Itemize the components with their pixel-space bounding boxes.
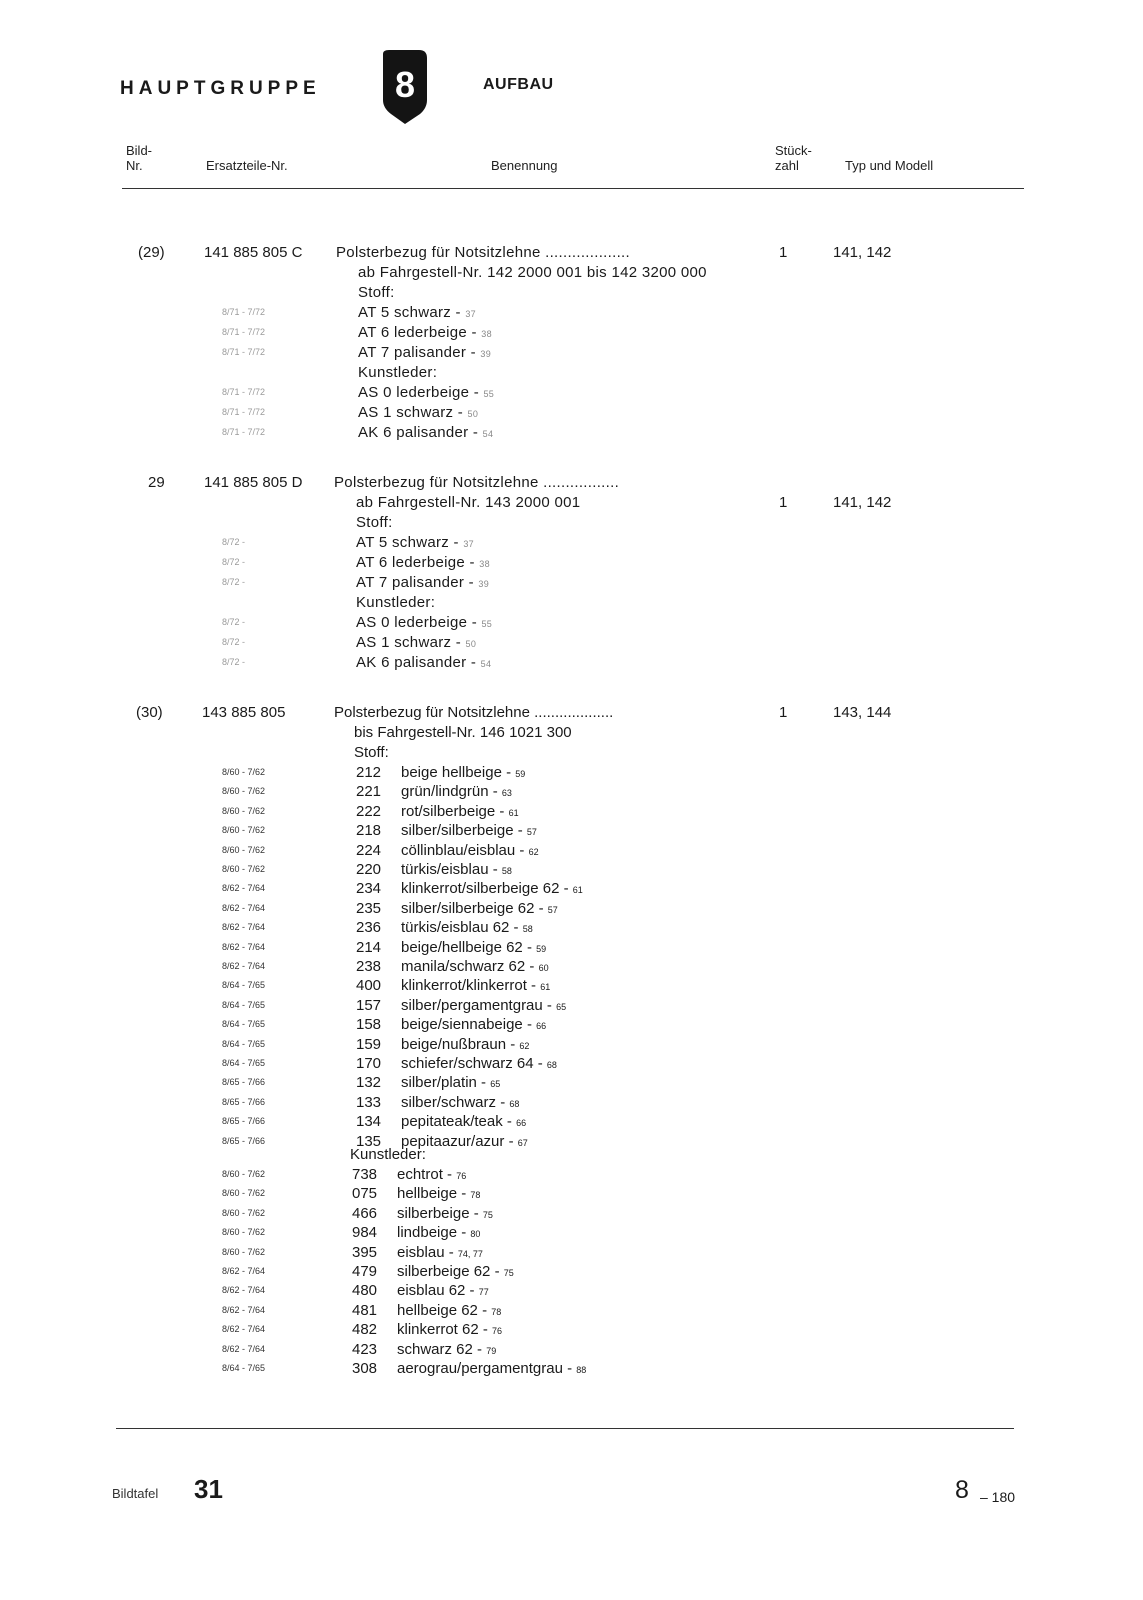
column-header-typ: Typ und Modell (845, 158, 934, 173)
validity-date: 8/60 - 7/62 (222, 1188, 266, 1199)
color-name: silber/schwarz - 68 (401, 1093, 520, 1111)
reference-number: 67 (517, 1137, 528, 1148)
validity-date: 8/64 - 7/65 (222, 980, 266, 991)
validity-date: 8/60 - 7/62 (222, 1169, 266, 1179)
color-code: 423 (352, 1340, 378, 1358)
variant-row (0, 1243, 1143, 1262)
color-code: 395 (352, 1243, 378, 1261)
color-name: echtrot - 76 (397, 1166, 467, 1183)
color-code: 221 (356, 783, 382, 801)
color-name: klinkerrot/silberbeige 62 - 61 (401, 880, 583, 898)
reference-number: 62 (519, 1040, 530, 1051)
validity-date: 8/62 - 7/64 (222, 1304, 266, 1315)
validity-date: 8/62 - 7/64 (222, 1285, 266, 1296)
model: 141, 142 (833, 494, 892, 511)
validity-date: 8/64 - 7/65 (222, 1038, 266, 1049)
color-code: 157 (356, 996, 382, 1014)
validity-date: 8/62 - 7/64 (222, 902, 266, 913)
validity-date: 8/62 - 7/64 (222, 1343, 266, 1354)
variant-row (0, 1301, 1143, 1320)
part-number: 141 885 805 D (204, 474, 303, 491)
color-name: grün/lindgrün - 63 (401, 783, 512, 801)
reference-number: 76 (492, 1326, 503, 1337)
color-name: cöllinblau/eisblau - 62 (401, 841, 539, 859)
variant-row (0, 1015, 1143, 1034)
reference-number: 58 (501, 866, 512, 876)
bild-number: 29 (148, 474, 165, 491)
bild-number: (30) (136, 704, 163, 721)
validity-date: 8/65 - 7/66 (222, 1135, 266, 1146)
variant-row: 8/72 - AT 6 lederbeige - 38 (222, 554, 490, 571)
reference-number: 60 (538, 963, 549, 973)
reference-number: 80 (470, 1229, 481, 1240)
color-name: silber/silberbeige 62 - 57 (401, 899, 558, 917)
color-code: 234 (356, 880, 382, 898)
variant-row: 8/72 - AS 1 schwarz - 50 (222, 634, 477, 651)
color-name: silber/platin - 65 (401, 1074, 501, 1092)
validity-date: 8/62 - 7/64 (222, 1266, 266, 1276)
footer-rule (116, 1428, 1014, 1429)
column-header-benennung: Benennung (491, 158, 558, 173)
column-header-ersatzteil: Ersatzteile-Nr. (206, 158, 288, 173)
variant-row (0, 899, 1143, 918)
variant-row: 8/71 - 7/72 AT 6 lederbeige - 38 (222, 324, 492, 341)
validity-date: 8/60 - 7/62 (222, 786, 266, 797)
group-number-badge (375, 48, 433, 124)
variant-row (0, 1184, 1143, 1203)
color-name: silberbeige 62 - 75 (397, 1263, 514, 1280)
page-number-sub: – 180 (980, 1489, 1016, 1505)
reference-number: 68 (509, 1098, 520, 1109)
variant-row (0, 976, 1143, 995)
color-name: hellbeige 62 - 78 (397, 1301, 502, 1319)
validity-date: 8/62 - 7/64 (222, 922, 266, 933)
reference-number: 61 (540, 982, 551, 993)
variant-row (0, 1320, 1143, 1339)
validity-date: 8/64 - 7/65 (222, 1363, 266, 1373)
reference-number: 59 (515, 769, 526, 779)
column-header-stueckzahl: Stück- zahl (775, 143, 812, 173)
variant-row (0, 1073, 1143, 1092)
variant-row (0, 1262, 1143, 1281)
stoff-label: Stoff: (358, 284, 395, 301)
reference-number: 57 (526, 827, 537, 838)
color-name: hellbeige - 78 (397, 1185, 481, 1203)
color-code: 132 (356, 1074, 382, 1092)
variant-row (0, 821, 1143, 840)
color-name: silber/silberbeige - 57 (401, 822, 537, 840)
variant-row (0, 918, 1143, 937)
reference-number: 88 (576, 1365, 587, 1375)
kunstleder-label: Kunstleder: (358, 364, 438, 381)
stoff-label: Stoff: (356, 514, 393, 531)
validity-date: 8/65 - 7/66 (222, 1096, 266, 1107)
color-code: 738 (352, 1166, 378, 1183)
color-code: 134 (356, 1113, 382, 1131)
stoff-label: Stoff: (354, 744, 389, 761)
variant-row (0, 1281, 1143, 1300)
validity-date: 8/62 - 7/64 (222, 1324, 266, 1335)
validity-date: 8/62 - 7/64 (222, 941, 266, 952)
variant-row (0, 860, 1143, 879)
variant-row: 8/72 - AT 5 schwarz - 37 (222, 534, 474, 551)
validity-date: 8/60 - 7/62 (222, 1246, 266, 1257)
reference-number: 62 (528, 846, 539, 857)
group-title: AUFBAU (483, 76, 554, 93)
part-number: 141 885 805 C (204, 244, 303, 261)
variant-row (0, 957, 1143, 976)
page-number-main: 8 (955, 1476, 969, 1504)
color-code: 479 (352, 1263, 378, 1280)
color-name: silber/pergamentgrau - 65 (401, 996, 567, 1014)
variant-row (0, 938, 1143, 957)
reference-number: 65 (556, 1001, 567, 1012)
quantity: 1 (779, 494, 788, 511)
variant-row (0, 802, 1143, 821)
color-name: beige/hellbeige 62 - 59 (401, 938, 547, 956)
reference-number: 61 (572, 885, 583, 896)
variant-row (0, 1359, 1143, 1378)
color-code: 400 (356, 977, 382, 995)
variant-row (0, 1165, 1143, 1184)
color-code: 480 (352, 1282, 378, 1300)
entry-main-row (0, 473, 1143, 492)
color-name: manila/schwarz 62 - 60 (401, 958, 549, 975)
variant-row: 8/72 - AK 6 palisander - 54 (222, 654, 492, 671)
validity-date: 8/64 - 7/65 (222, 1019, 266, 1030)
validity-date: 8/65 - 7/66 (222, 1077, 266, 1088)
kunstleder-label: Kunstleder: (350, 1146, 426, 1163)
part-number: 143 885 805 (202, 704, 286, 721)
validity-date: 8/64 - 7/65 (222, 1058, 266, 1068)
color-name: türkis/eisblau 62 - 58 (401, 919, 533, 937)
kunstleder-label: Kunstleder: (356, 594, 436, 611)
color-name: beige/siennabeige - 66 (401, 1016, 547, 1034)
color-code: 133 (356, 1093, 382, 1111)
variant-row (0, 996, 1143, 1015)
column-header-bild: Bild- Nr. (126, 143, 153, 173)
variant-row: 8/72 - AS 0 lederbeige - 55 (222, 614, 493, 631)
color-code: 466 (352, 1204, 378, 1222)
color-name: pepitateak/teak - 66 (401, 1113, 527, 1131)
part-name: Polsterbezug für Notsitzlehne ................. (334, 474, 620, 491)
validity-date: 8/60 - 7/62 (222, 805, 266, 816)
model: 141, 142 (833, 244, 892, 261)
entry-main-row (0, 703, 1143, 722)
color-name: pepitaazur/azur - 67 (401, 1132, 528, 1150)
validity-date: 8/64 - 7/65 (222, 999, 266, 1010)
variant-row (0, 1112, 1143, 1131)
validity-date: 8/60 - 7/62 (222, 1207, 266, 1218)
color-code: 135 (356, 1132, 382, 1150)
reference-number: 78 (470, 1190, 481, 1201)
quantity: 1 (779, 704, 788, 721)
color-code: 214 (356, 938, 382, 956)
color-code: 235 (356, 899, 382, 917)
reference-number: 77 (478, 1287, 489, 1298)
reference-number: 75 (482, 1209, 493, 1220)
color-code: 218 (356, 822, 382, 840)
quantity: 1 (779, 244, 788, 261)
variant-row: 8/71 - 7/72 AS 1 schwarz - 50 (222, 404, 479, 421)
color-code: 075 (352, 1185, 378, 1203)
reference-number: 57 (547, 904, 558, 915)
color-code: 238 (356, 958, 382, 975)
variant-row (0, 1093, 1143, 1112)
color-code: 482 (352, 1321, 378, 1339)
color-code: 220 (356, 861, 382, 878)
reference-number: 58 (522, 924, 533, 935)
variant-row: 8/71 - 7/72 AT 5 schwarz - 37 (222, 304, 476, 321)
variant-row (0, 841, 1143, 860)
validity-date: 8/60 - 7/62 (222, 825, 266, 836)
color-name: schwarz 62 - 79 (397, 1340, 497, 1358)
header-rule (122, 188, 1024, 189)
part-name: Polsterbezug für Notsitzlehne ................... (334, 704, 614, 721)
color-name: lindbeige - 80 (397, 1224, 481, 1242)
bildtafel-label: Bildtafel (112, 1486, 159, 1501)
group-label: HAUPTGRUPPE (120, 78, 321, 99)
reference-number: 66 (516, 1118, 527, 1129)
variant-row (0, 782, 1143, 801)
entry-main-row (0, 243, 1143, 262)
fahrgestell-row: ab Fahrgestell-Nr. 143 2000 001 1 141, 142 (356, 494, 892, 511)
validity-date: 8/65 - 7/66 (222, 1116, 266, 1127)
reference-number: 74, 77 (457, 1248, 483, 1259)
color-name: klinkerrot/klinkerrot - 61 (401, 977, 551, 995)
reference-number: 68 (546, 1060, 557, 1070)
validity-date: 8/60 - 7/62 (222, 864, 266, 874)
color-code: 222 (356, 802, 382, 820)
color-code: 212 (356, 764, 382, 781)
reference-number: 78 (491, 1306, 502, 1317)
validity-date: 8/62 - 7/64 (222, 883, 266, 894)
fahrgestell-range: ab Fahrgestell-Nr. 142 2000 001 bis 142 3200 000 (358, 264, 707, 281)
color-code: 170 (356, 1055, 382, 1072)
validity-date: 8/62 - 7/64 (222, 961, 266, 971)
variant-row (0, 1054, 1143, 1073)
reference-number: 66 (536, 1021, 547, 1032)
model: 143, 144 (833, 704, 892, 721)
reference-number: 59 (536, 943, 547, 954)
part-name: Polsterbezug für Notsitzlehne ................... (336, 244, 630, 261)
color-name: beige/nußbraun - 62 (401, 1035, 530, 1053)
color-code: 159 (356, 1035, 382, 1053)
validity-date: 8/60 - 7/62 (222, 1227, 266, 1238)
variant-row (0, 1035, 1143, 1054)
color-name: schiefer/schwarz 64 - 68 (401, 1055, 557, 1072)
variant-row: 8/72 - AT 7 palisander - 39 (222, 574, 490, 591)
color-name: klinkerrot 62 - 76 (397, 1321, 503, 1339)
variant-row: 8/71 - 7/72 AT 7 palisander - 39 (222, 344, 492, 361)
reference-number: 65 (490, 1079, 501, 1090)
variant-row (0, 1204, 1143, 1223)
color-code: 984 (352, 1224, 378, 1242)
color-name: aerograu/pergamentgrau - 88 (397, 1360, 587, 1377)
variant-row: 8/71 - 7/72 AK 6 palisander - 54 (222, 424, 494, 441)
variant-row (0, 1223, 1143, 1242)
color-name: beige hellbeige - 59 (401, 764, 526, 781)
color-name: türkis/eisblau - 58 (401, 861, 512, 878)
color-code: 236 (356, 919, 382, 937)
color-code: 308 (352, 1360, 378, 1377)
color-name: eisblau 62 - 77 (397, 1282, 489, 1300)
fahrgestell-range: bis Fahrgestell-Nr. 146 1021 300 (354, 724, 572, 741)
variant-row (0, 879, 1143, 898)
reference-number: 76 (456, 1171, 467, 1181)
reference-number: 61 (508, 807, 519, 818)
color-name: eisblau - 74, 77 (397, 1243, 483, 1261)
reference-number: 79 (486, 1345, 497, 1356)
color-code: 158 (356, 1016, 382, 1034)
reference-number: 75 (503, 1268, 514, 1278)
validity-date: 8/60 - 7/62 (222, 844, 266, 855)
bild-number: (29) (138, 244, 165, 261)
color-code: 224 (356, 841, 382, 859)
variant-row (0, 1340, 1143, 1359)
reference-number: 63 (501, 788, 512, 799)
bildtafel-number: 31 (194, 1474, 223, 1504)
color-name: rot/silberbeige - 61 (401, 802, 519, 820)
variant-row: 8/71 - 7/72 AS 0 lederbeige - 55 (222, 384, 495, 401)
variant-row (0, 763, 1143, 782)
color-name: silberbeige - 75 (397, 1204, 493, 1222)
color-code: 481 (352, 1301, 378, 1319)
group-number: 8 (394, 64, 416, 105)
validity-date: 8/60 - 7/62 (222, 767, 266, 777)
